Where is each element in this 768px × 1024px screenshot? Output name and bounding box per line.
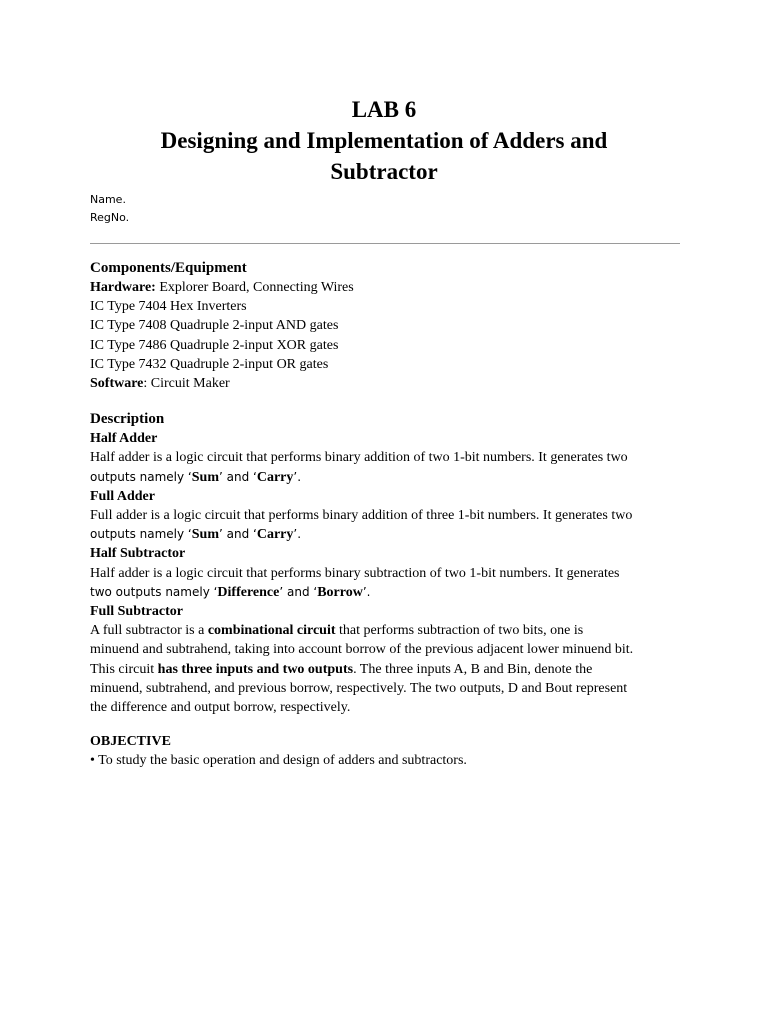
- name-label: Name.: [90, 193, 126, 206]
- lab-number: LAB 6: [351, 97, 417, 122]
- hardware-value: Explorer Board, Connecting Wires: [155, 280, 354, 295]
- component-item: IC Type 7404 Hex Inverters: [90, 299, 247, 315]
- half-adder-outputs: outputs namely ‘Sum’ and ‘Carry’.: [90, 469, 302, 485]
- full-subtractor-line-2: minuend and subtrahend, taking into account borrow of the previous adjacent lower minuend bit.: [90, 642, 634, 658]
- objective-bullet: • To study the basic operation and design of adders and subtractors.: [90, 753, 467, 769]
- lab-title-line-2: Subtractor: [330, 159, 438, 184]
- components-heading: Components/Equipment: [90, 260, 247, 276]
- main-content: [90, 258, 690, 771]
- half-subtractor-text: Half adder is a logic circuit that performs binary subtraction of two 1-bit numbers. It generates: [90, 565, 620, 581]
- full-adder-heading: Full Adder: [90, 488, 155, 504]
- description-heading: Description: [90, 411, 165, 428]
- horizontal-divider: [90, 243, 680, 244]
- hardware-label: Hardware:: [90, 280, 156, 295]
- half-adder-text: Half adder is a logic circuit that performs binary addition of two 1-bit numbers. It generates two: [90, 450, 628, 466]
- component-item: IC Type 7432 Quadruple 2-input OR gates: [90, 356, 329, 372]
- title-block: [0, 94, 768, 187]
- full-adder-outputs: outputs namely ‘Sum’ and ‘Carry’.: [90, 527, 302, 543]
- software-line: [90, 374, 690, 393]
- full-subtractor-heading: Full Subtractor: [90, 604, 183, 620]
- software-value: : Circuit Maker: [143, 376, 230, 392]
- lab-title-line-1: Designing and Implementation of Adders and: [160, 128, 608, 153]
- full-subtractor-line-1: A full subtractor is a combinational circuit that performs subtraction of two bits, one is: [90, 623, 584, 639]
- objective-heading: OBJECTIVE: [90, 734, 171, 750]
- full-adder-text: Full adder is a logic circuit that performs binary addition of three 1-bit numbers. It generates two: [90, 508, 633, 524]
- half-subtractor-heading: Half Subtractor: [90, 546, 186, 562]
- component-item: IC Type 7486 Quadruple 2-input XOR gates: [90, 337, 339, 353]
- student-info: [90, 191, 129, 227]
- software-label: Software: [90, 376, 144, 392]
- half-subtractor-outputs: two outputs namely ‘Difference’ and ‘Borrow’.: [90, 584, 371, 600]
- hardware-line: [90, 278, 690, 297]
- full-subtractor-line-5: the difference and output borrow, respectively.: [90, 700, 351, 716]
- regno-label: RegNo.: [90, 211, 130, 224]
- component-item: IC Type 7408 Quadruple 2-input AND gates: [90, 318, 339, 334]
- full-subtractor-line-4: minuend, subtrahend, and previous borrow, respectively. The two outputs, D and Bout represent: [90, 680, 628, 696]
- full-subtractor-line-3: This circuit has three inputs and two outputs. The three inputs A, B and Bin, denote the: [90, 661, 593, 677]
- half-adder-heading: Half Adder: [90, 431, 158, 447]
